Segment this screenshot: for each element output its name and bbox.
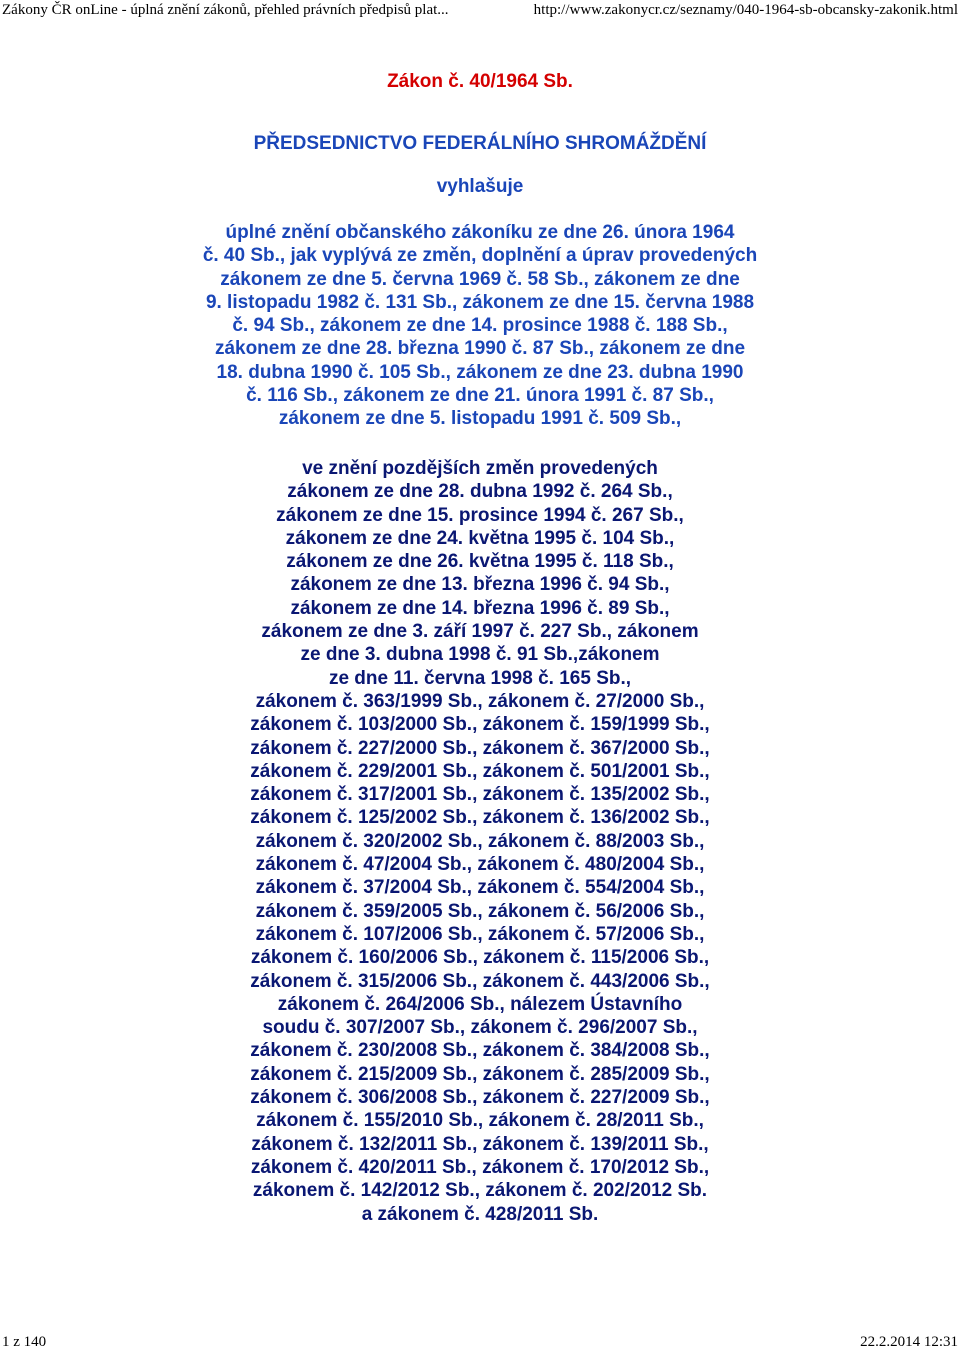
text-line: a zákonem č. 428/2011 Sb. bbox=[361, 1203, 599, 1225]
text-line: zákonem č. 132/2011 Sb., zákonem č. 139/2011 Sb., bbox=[251, 1133, 709, 1155]
text-line: zákonem ze dne 15. prosince 1994 č. 267 Sb., bbox=[276, 504, 684, 526]
text-line: zákonem č. 320/2002 Sb., zákonem č. 88/2003 Sb., bbox=[255, 830, 705, 852]
text-line: zákonem ze dne 24. května 1995 č. 104 Sb., bbox=[285, 527, 675, 549]
text-line: zákonem č. 37/2004 Sb., zákonem č. 554/2004 Sb., bbox=[255, 877, 705, 899]
text-line: zákonem ze dne 14. března 1996 č. 89 Sb., bbox=[290, 597, 670, 619]
text-line: 18. dubna 1990 č. 105 Sb., zákonem ze dne 23. dubna 1990 bbox=[216, 361, 744, 383]
amendments-text-block bbox=[0, 457, 960, 1226]
text-line: ze dne 3. dubna 1998 č. 91 Sb.,zákonem bbox=[300, 644, 660, 666]
print-header bbox=[2, 1, 958, 19]
text-line: zákonem ze dne 5. listopadu 1991 č. 509 Sb., bbox=[278, 408, 682, 430]
text-line: č. 116 Sb., zákonem ze dne 21. února 1991 č. 87 Sb., bbox=[246, 385, 714, 407]
text-line: zákonem č. 420/2011 Sb., zákonem č. 170/2012 Sb., bbox=[250, 1156, 710, 1178]
text-line: zákonem č. 155/2010 Sb., zákonem č. 28/2011 Sb., bbox=[256, 1110, 704, 1132]
text-line: zákonem č. 215/2009 Sb., zákonem č. 285/2009 Sb., bbox=[250, 1063, 710, 1085]
text-line: zákonem č. 363/1999 Sb., zákonem č. 27/2000 Sb., bbox=[255, 690, 705, 712]
text-line: zákonem č. 315/2006 Sb., zákonem č. 443/2006 Sb., bbox=[250, 970, 710, 992]
text-line: č. 94 Sb., zákonem ze dne 14. prosince 1988 č. 188 Sb., bbox=[232, 315, 728, 337]
text-line: zákonem č. 107/2006 Sb., zákonem č. 57/2006 Sb., bbox=[255, 923, 705, 945]
issuing-body: PŘEDSEDNICTVO FEDERÁLNÍHO SHROMÁŽDĚNÍ bbox=[253, 133, 707, 154]
print-footer bbox=[2, 1333, 958, 1351]
text-line: zákonem ze dne 5. června 1969 č. 58 Sb., zákonem ze dne bbox=[220, 268, 740, 290]
text-line: úplné znění občanského zákoníku ze dne 26. února 1964 bbox=[225, 222, 735, 243]
intro-text-block bbox=[0, 221, 960, 431]
text-line: zákonem č. 230/2008 Sb., zákonem č. 384/2008 Sb., bbox=[250, 1040, 710, 1062]
text-line: ze dne 11. června 1998 č. 165 Sb., bbox=[328, 667, 632, 689]
print-datetime: 22.2.2014 12:31 bbox=[860, 1334, 958, 1350]
text-line: zákonem ze dne 28. dubna 1992 č. 264 Sb., bbox=[287, 481, 673, 503]
text-line: zákonem ze dne 3. září 1997 č. 227 Sb., zákonem bbox=[261, 621, 699, 643]
text-line: zákonem č. 317/2001 Sb., zákonem č. 135/2002 Sb., bbox=[250, 784, 710, 806]
print-header-url: http://www.zakonycr.cz/seznamy/040-1964-sb-obcansky-zakonik.html bbox=[533, 2, 958, 18]
text-line: zákonem č. 306/2008 Sb., zákonem č. 227/2009 Sb., bbox=[250, 1087, 710, 1109]
text-line: zákonem č. 142/2012 Sb., zákonem č. 202/2012 Sb. bbox=[252, 1180, 708, 1202]
page-counter: 1 z 140 bbox=[2, 1334, 47, 1350]
text-line: zákonem č. 359/2005 Sb., zákonem č. 56/2006 Sb., bbox=[255, 900, 705, 922]
text-line: 9. listopadu 1982 č. 131 Sb., zákonem ze dne 15. června 1988 bbox=[205, 291, 755, 313]
text-line: č. 40 Sb., jak vyplývá ze změn, doplnění a úprav provedených bbox=[202, 245, 758, 267]
text-line: zákonem ze dne 26. května 1995 č. 118 Sb., bbox=[286, 551, 674, 573]
text-line: zákonem č. 160/2006 Sb., zákonem č. 115/2006 Sb., bbox=[250, 947, 710, 969]
text-line: zákonem č. 227/2000 Sb., zákonem č. 367/2000 Sb., bbox=[250, 737, 710, 759]
text-line: soudu č. 307/2007 Sb., zákonem č. 296/2007 Sb., bbox=[262, 1017, 698, 1039]
print-header-title: Zákony ČR onLine - úplná znění zákonů, přehled právních předpisů plat... bbox=[2, 2, 449, 18]
text-line: zákonem č. 229/2001 Sb., zákonem č. 501/2001 Sb., bbox=[250, 760, 710, 782]
text-line: zákonem ze dne 28. března 1990 č. 87 Sb., zákonem ze dne bbox=[214, 338, 746, 360]
text-line: zákonem č. 125/2002 Sb., zákonem č. 136/2002 Sb., bbox=[250, 807, 710, 829]
text-line: zákonem č. 47/2004 Sb., zákonem č. 480/2004 Sb., bbox=[255, 854, 705, 876]
text-line: zákonem č. 103/2000 Sb., zákonem č. 159/1999 Sb., bbox=[250, 714, 710, 736]
document-title: Zákon č. 40/1964 Sb. bbox=[387, 71, 573, 92]
text-line: zákonem ze dne 13. března 1996 č. 94 Sb., bbox=[290, 574, 670, 596]
text-line: ve znění pozdějších změn provedených bbox=[302, 458, 658, 479]
text-line: zákonem č. 264/2006 Sb., nálezem Ústavního bbox=[277, 993, 683, 1015]
proclaims-label: vyhlašuje bbox=[436, 176, 524, 197]
